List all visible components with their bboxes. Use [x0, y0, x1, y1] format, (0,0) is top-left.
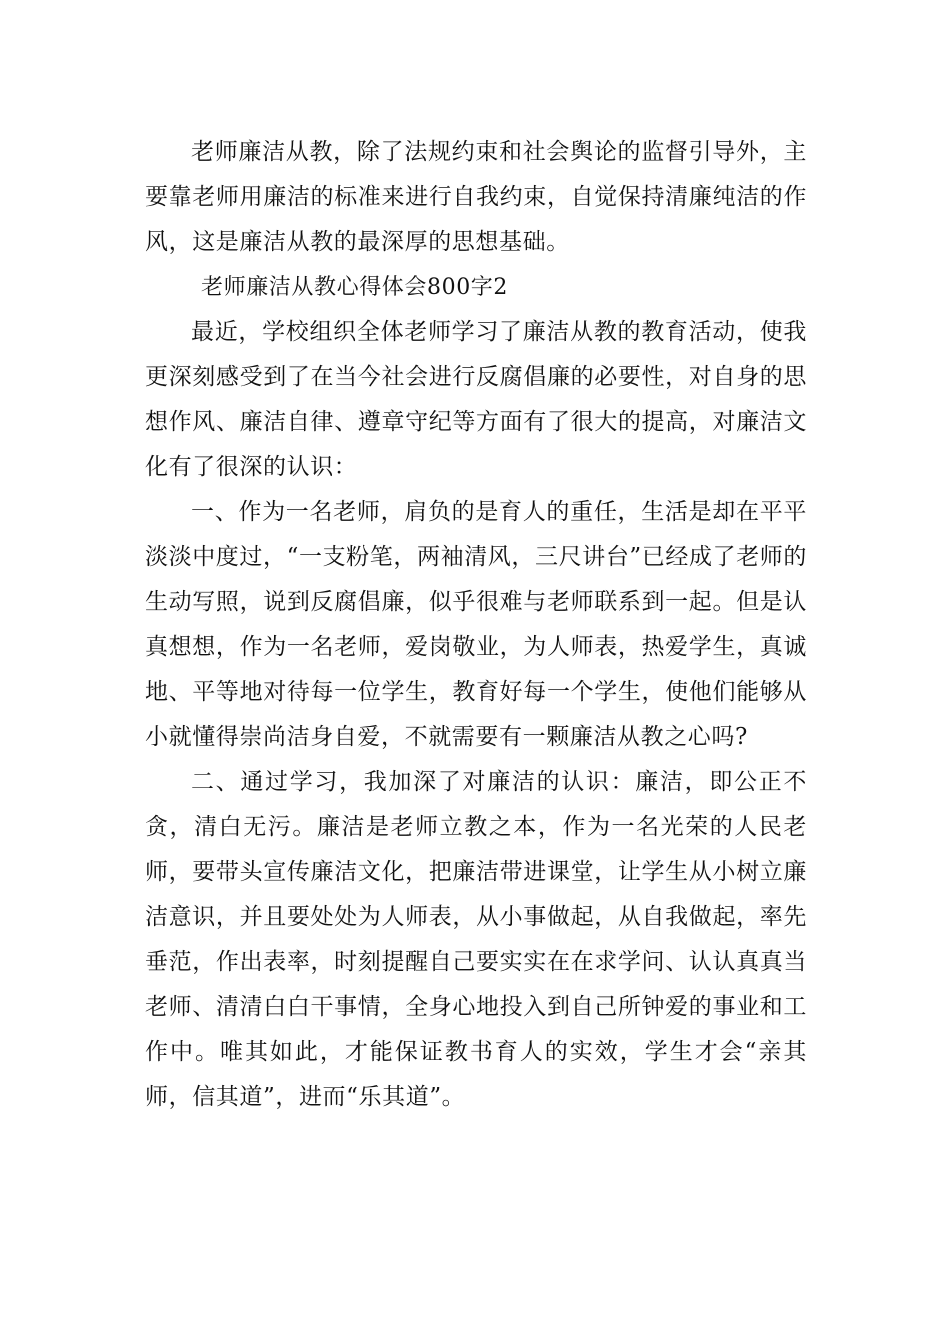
paragraph-recent-study: 最近，学校组织全体老师学习了廉洁从教的教育活动，使我更深刻感受到了在当今社会进行反腐倡廉的必要性，对自身的思想作风、廉洁自律、遵章守纪等方面有了很大的提高，对廉洁文化有了很深的认识：	[145, 319, 807, 480]
document-body	[145, 130, 807, 1120]
paragraph-intro: 老师廉洁从教，除了法规约束和社会舆论的监督引导外，主要靠老师用廉洁的标准来进行自我约束，自觉保持清廉纯洁的作风，这是廉洁从教的最深厚的思想基础。	[145, 139, 807, 255]
paragraph-point-two: 二、通过学习，我加深了对廉洁的认识：廉洁，即公正不贪，清白无污。廉洁是老师立教之本，作为一名光荣的人民老师，要带头宣传廉洁文化，把廉洁带进课堂，让学生从小树立廉洁意识，并且要处处为人师表，从小事做起，从自我做起，率先垂范，作出表率，时刻提醒自己要实实在在求学问、认认真真当老师、清清白白干事情，全身心地投入到自己所钟爱的事业和工作中。唯其如此，才能保证教书育人的实效，学生才会“亲其师，信其道”，进而“乐其道”。	[145, 769, 807, 1110]
section-heading: 老师廉洁从教心得体会800字2	[201, 275, 508, 300]
paragraph-point-one: 一、作为一名老师，肩负的是育人的重任，生活是却在平平淡淡中度过，“一支粉笔，两袖清风，三尺讲台”已经成了老师的生动写照，说到反腐倡廉，似乎很难与老师联系到一起。但是认真想想，作为一名老师，爱岗敬业，为人师表，热爱学生，真诚地、平等地对待每一位学生，教育好每一个学生，使他们能够从小就懂得崇尚洁身自爱，不就需要有一颗廉洁从教之心吗?	[145, 499, 807, 750]
